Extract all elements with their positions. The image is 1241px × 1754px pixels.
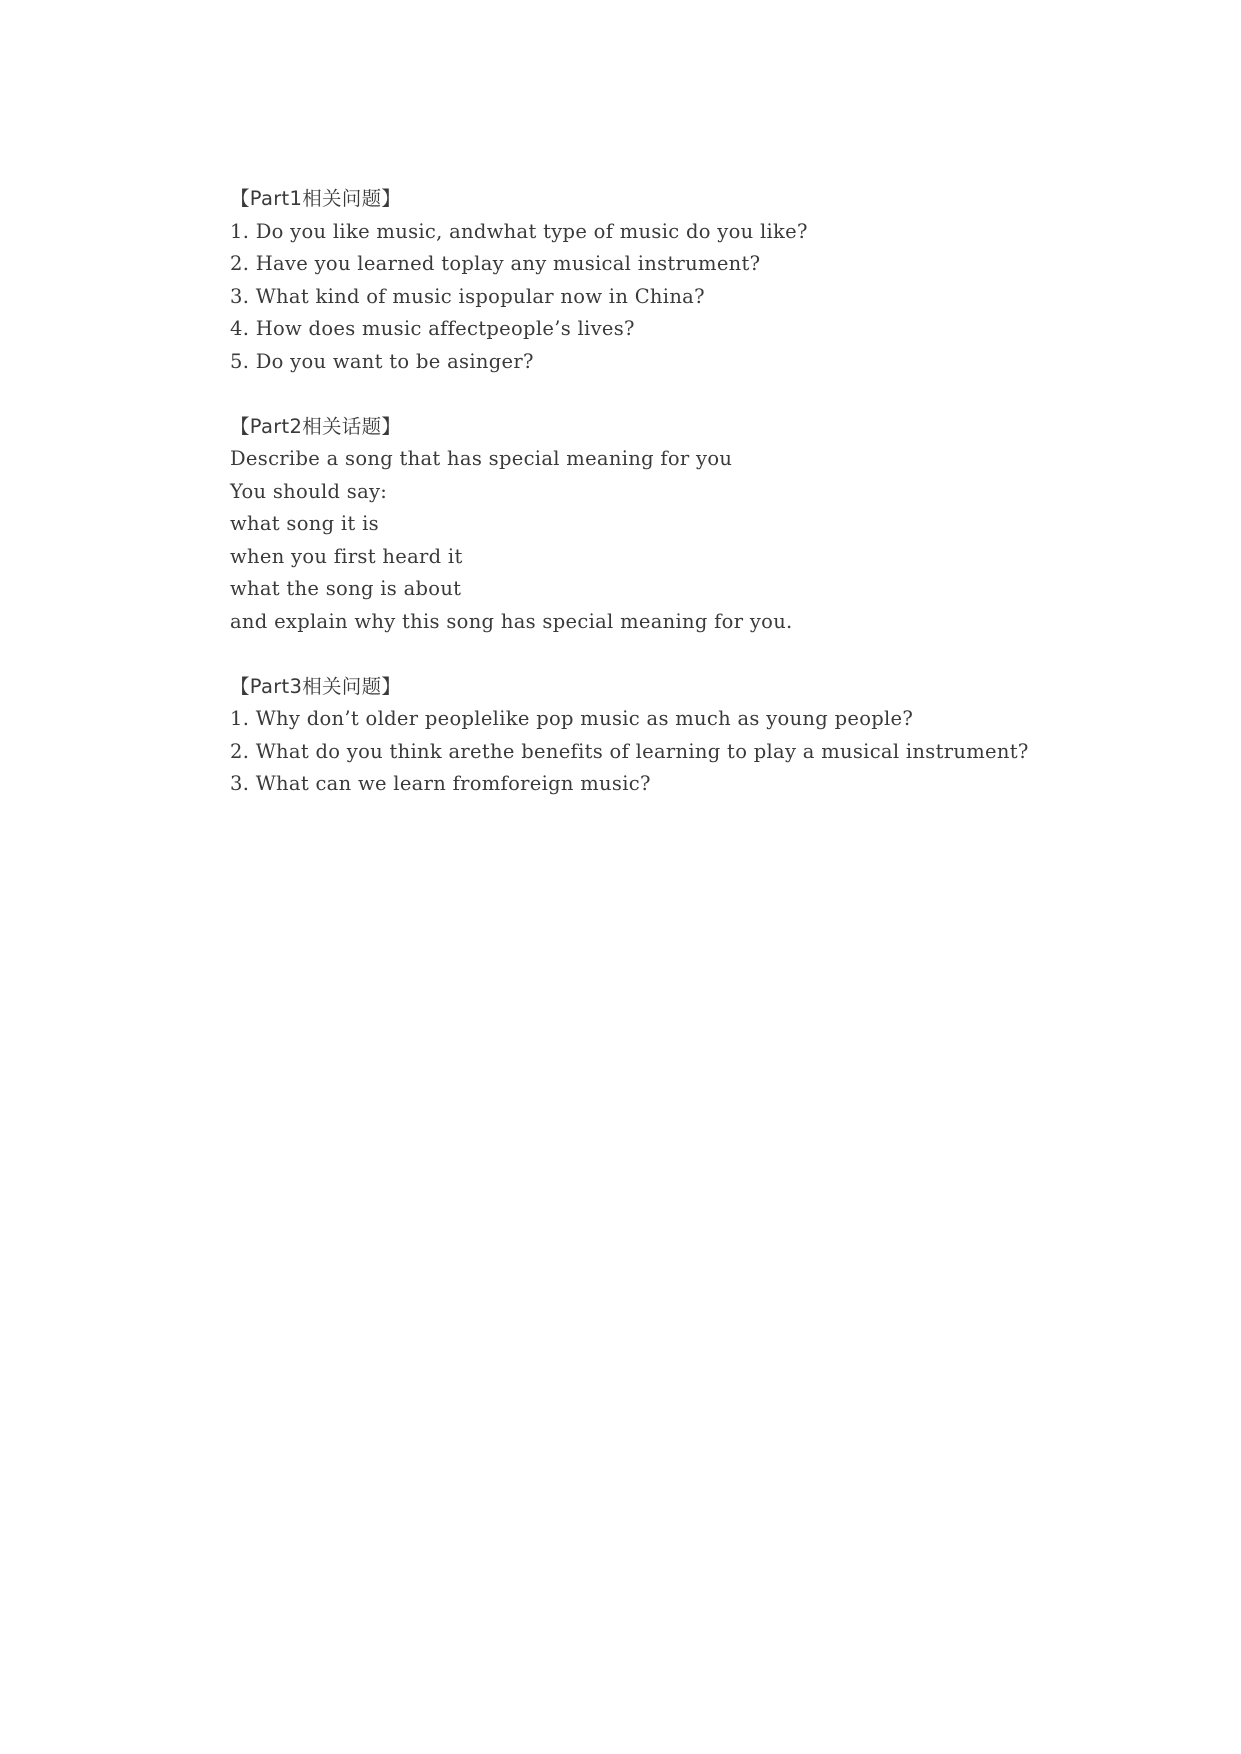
part2-cue-line: what the song is about bbox=[230, 577, 462, 600]
part2-cue-line: when you first heard it bbox=[230, 544, 463, 568]
document-page bbox=[230, 183, 1130, 801]
part1-question: 3. What kind of music ispopular now in China? bbox=[230, 284, 705, 308]
part3-section bbox=[230, 671, 1130, 801]
part1-heading: 【Part1相关问题】 bbox=[230, 187, 402, 210]
part1-section bbox=[230, 183, 1130, 378]
part2-section bbox=[230, 411, 1130, 639]
part2-cue-line: Describe a song that has special meaning for you bbox=[230, 447, 733, 470]
part3-question: 3. What can we learn fromforeign music? bbox=[230, 772, 651, 795]
part2-cue-line: and explain why this song has special meaning for you. bbox=[230, 609, 793, 633]
part1-question: 1. Do you like music, andwhat type of music do you like? bbox=[230, 219, 808, 243]
section-spacer bbox=[230, 378, 1130, 411]
part1-question: 2. Have you learned toplay any musical instrument? bbox=[230, 252, 761, 275]
part2-cue-line: what song it is bbox=[230, 512, 379, 535]
section-spacer bbox=[230, 638, 1130, 671]
part2-cue-line: You should say: bbox=[230, 479, 388, 503]
part2-heading: 【Part2相关话题】 bbox=[230, 414, 402, 438]
part3-heading: 【Part3相关问题】 bbox=[230, 674, 402, 698]
part1-question: 4. How does music affectpeople’s lives? bbox=[230, 317, 635, 340]
part3-question: 2. What do you think arethe benefits of learning to play a musical instrument? bbox=[230, 739, 1029, 763]
part3-question: 1. Why don’t older peoplelike pop music as much as young people? bbox=[230, 707, 914, 730]
part1-question: 5. Do you want to be asinger? bbox=[230, 349, 534, 373]
